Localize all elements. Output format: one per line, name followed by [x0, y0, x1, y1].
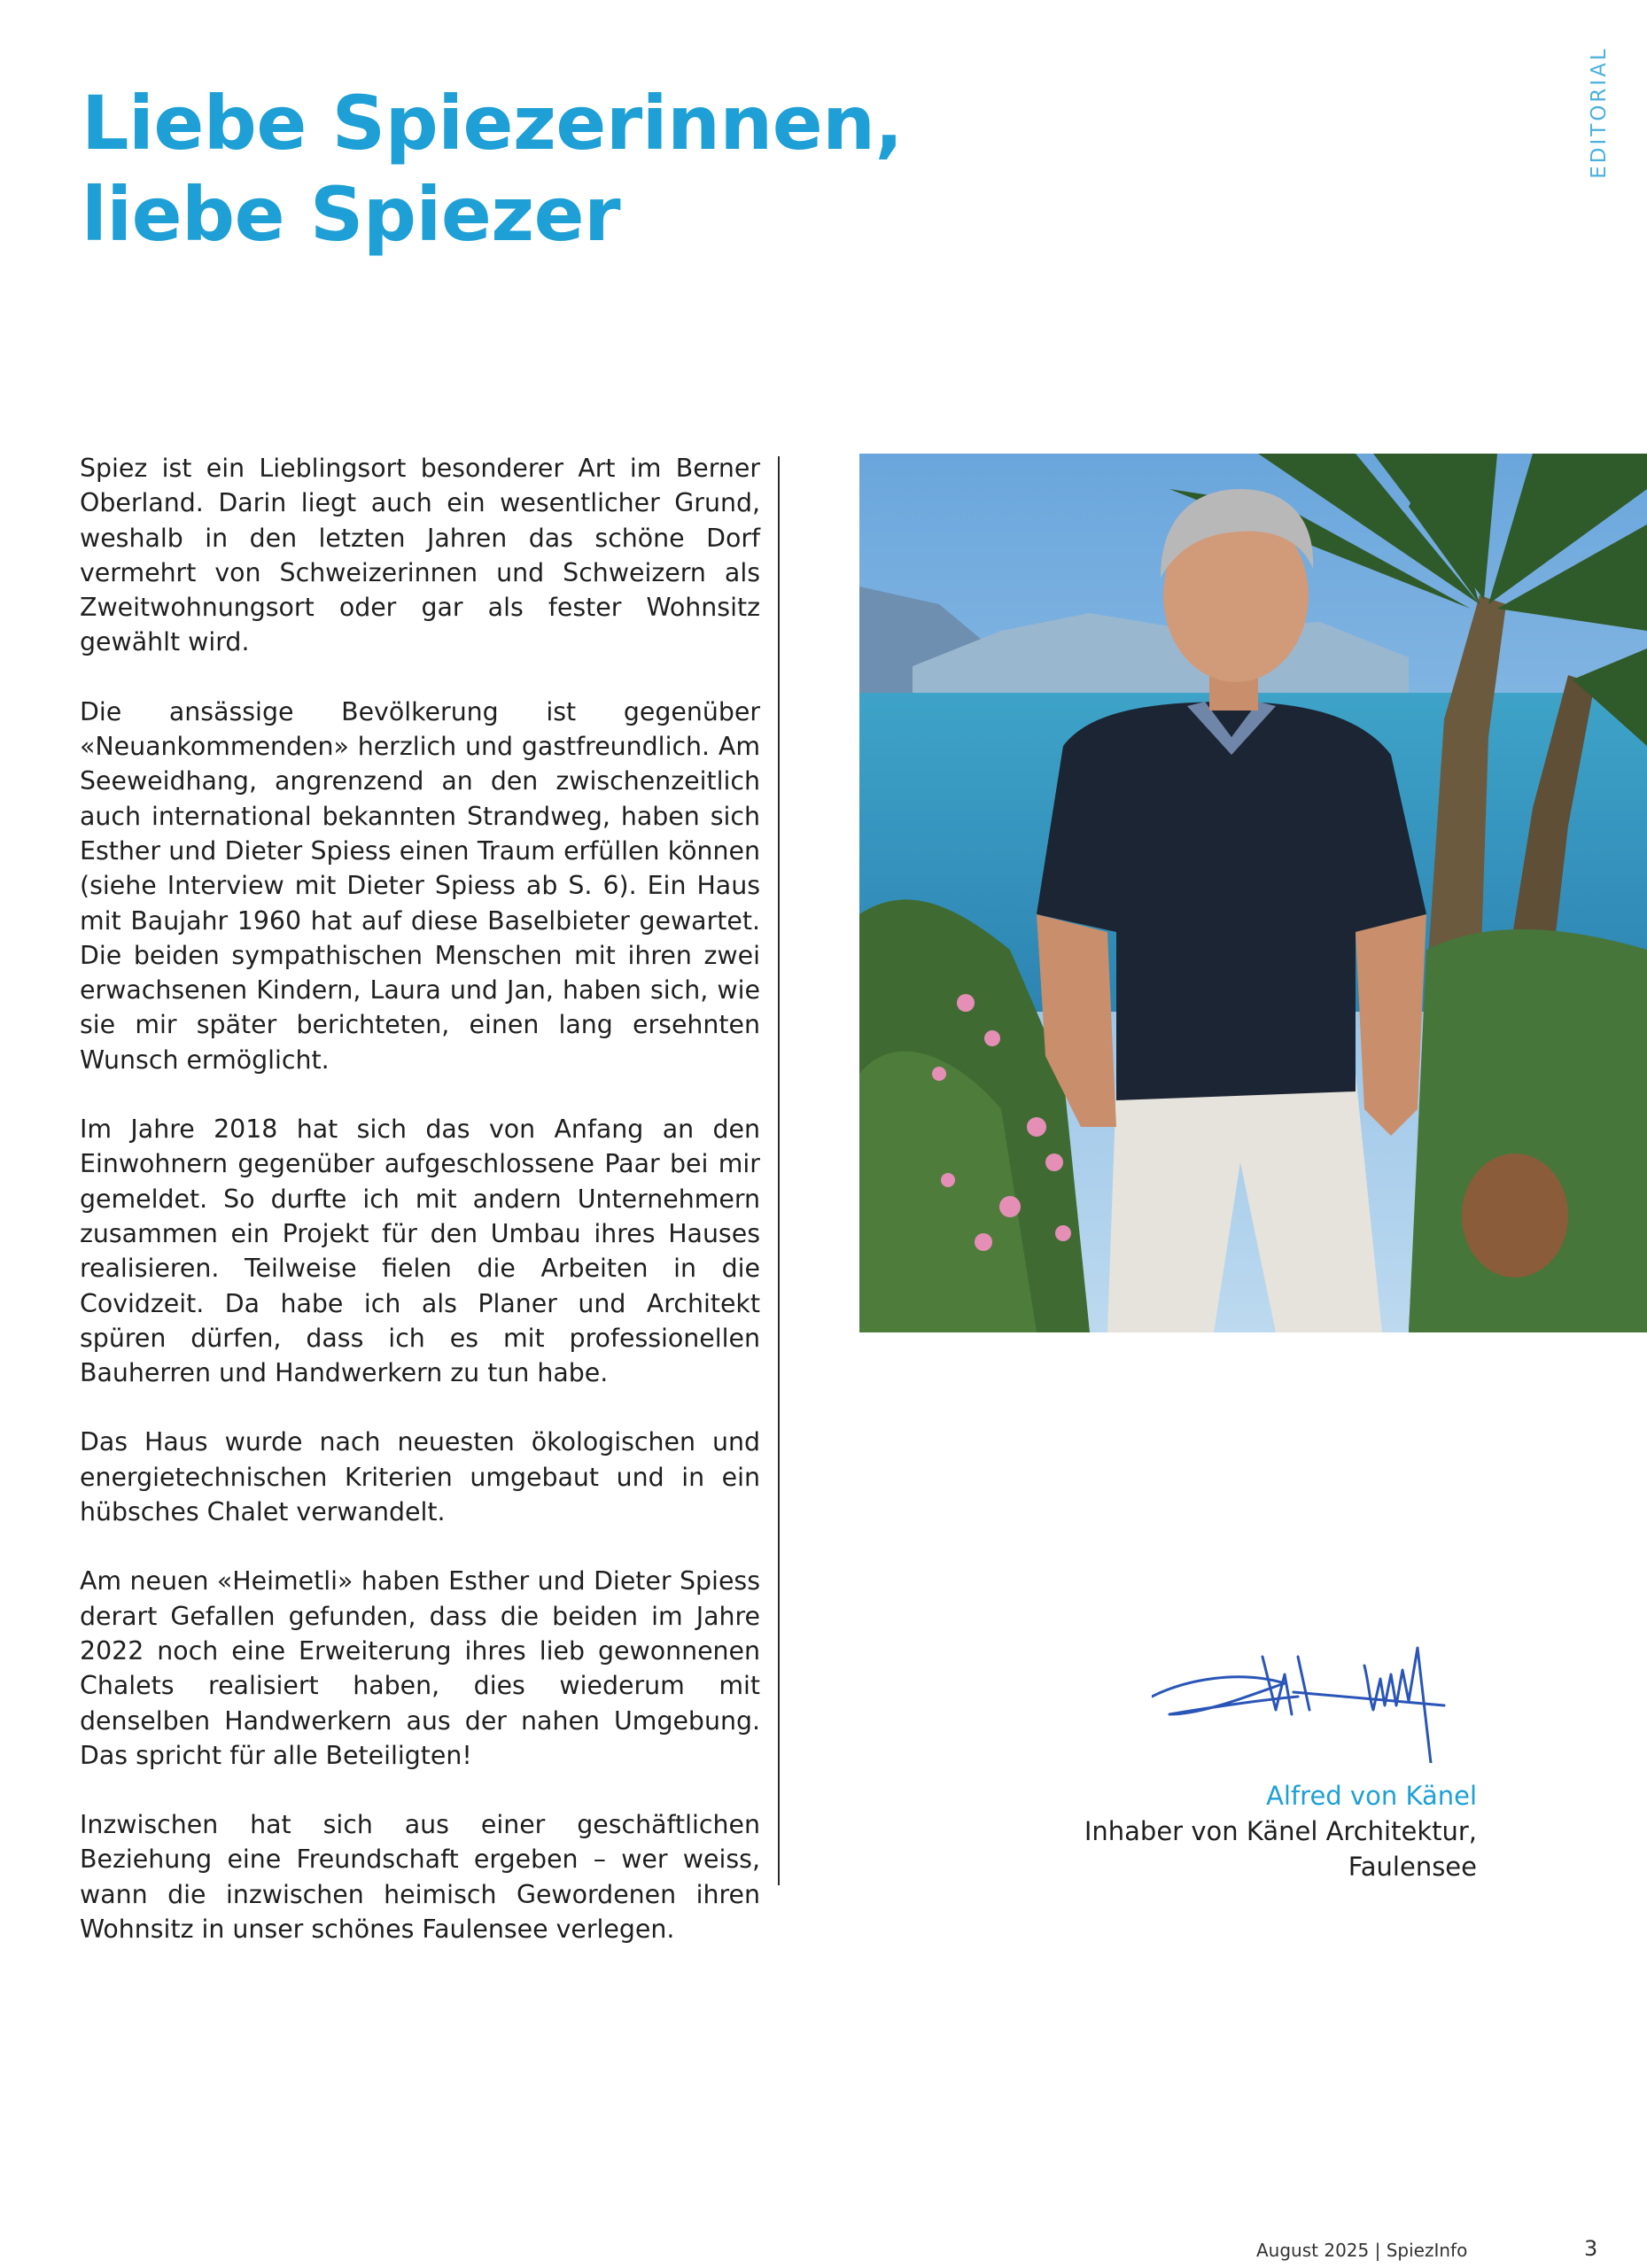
- footer-separator: |: [1374, 2240, 1381, 2261]
- paragraph-3: Im Jahre 2018 hat sich das von Anfang an den Einwohnern gegenüber aufgeschlossene Paar bei mir gemeldet. So durfte ich mit andern Unternehmern zusammen ein Projekt für den Umbau ihres Hauses realisieren. Teilweise fielen die Arbeiten in die Covidzeit. Da habe ich als Planer und Architekt spüren dürfen, dass ich es mit professionellen Bauherren und Handwerkern zu tun habe.: [80, 1115, 760, 1388]
- handwritten-signature: [1152, 1630, 1488, 1763]
- page-title: [82, 78, 903, 260]
- page-footer: [1256, 2240, 1467, 2261]
- page-number: 3: [1584, 2236, 1598, 2261]
- author-place: Faulensee: [1348, 1852, 1477, 1882]
- footer-issue: August 2025: [1256, 2240, 1370, 2261]
- author-photo: [859, 454, 1647, 1332]
- paragraph-6: Inzwischen hat sich aus einer geschäftlichen Beziehung eine Freundschaft ergeben – wer weiss, wann die inzwischen heimisch Gewordenen ihren Wohnsitz in unser schönes Faulensee verlegen.: [80, 1810, 760, 1944]
- author-role: Inhaber von Känel Architektur,: [1084, 1816, 1477, 1846]
- author-name: Alfred von Känel: [1266, 1781, 1477, 1811]
- section-tag-label: EDITORIAL: [1588, 46, 1611, 179]
- column-divider: [778, 456, 780, 1885]
- footer-publication: SpiezInfo: [1386, 2240, 1468, 2261]
- section-tag: [1584, 39, 1614, 186]
- title-line-1: Liebe Spiezerinnen,: [82, 80, 903, 167]
- paragraph-1: Spiez ist ein Lieblingsort besonderer Art im Berner Oberland. Darin liegt auch ein wesentlicher Grund, weshalb in den letzten Jahren das schöne Dorf vermehrt von Schweizerinnen und Schweizern als Zweitwohnungsort oder gar als fester Wohnsitz gewählt wird.: [80, 454, 760, 657]
- paragraph-2: Die ansässige Bevölkerung ist gegenüber «Neuankommenden» herzlich und gastfreundlich. Am Seeweidhang, angrenzend an den zwischenzeitlich auch international bekannten Strandweg, haben sich Esther und Dieter Spiess einen Traum erfüllen können (siehe Interview mit Dieter Spiess ab S. 6). Ein Haus mit Baujahr 1960 hat auf diese Baselbieter gewartet. Die beiden sympathischen Menschen mit ihren zwei erwachsenen Kindern, Laura und Jan, haben sich, wie sie mir später berichteten, einen lang ersehnten Wunsch ermöglicht.: [80, 696, 760, 1075]
- article-body: [80, 451, 760, 1981]
- title-line-2: liebe Spiezer: [82, 171, 621, 258]
- paragraph-4: Das Haus wurde nach neuesten ökologischen und energietechnischen Kriterien umgebaut und in ein hübsches Chalet verwandelt.: [80, 1427, 760, 1527]
- signature-block: [1084, 1778, 1477, 1884]
- paragraph-5: Am neuen «Heimetli» haben Esther und Dieter Spiess derart Gefallen gefunden, dass die beiden im Jahre 2022 noch eine Erweiterung ihres lieb gewonnenen Chalets realisiert haben, dies wiederum mit denselben Handwerkern aus der nahen Umgebung. Das spricht für alle Beteiligten!: [80, 1566, 760, 1770]
